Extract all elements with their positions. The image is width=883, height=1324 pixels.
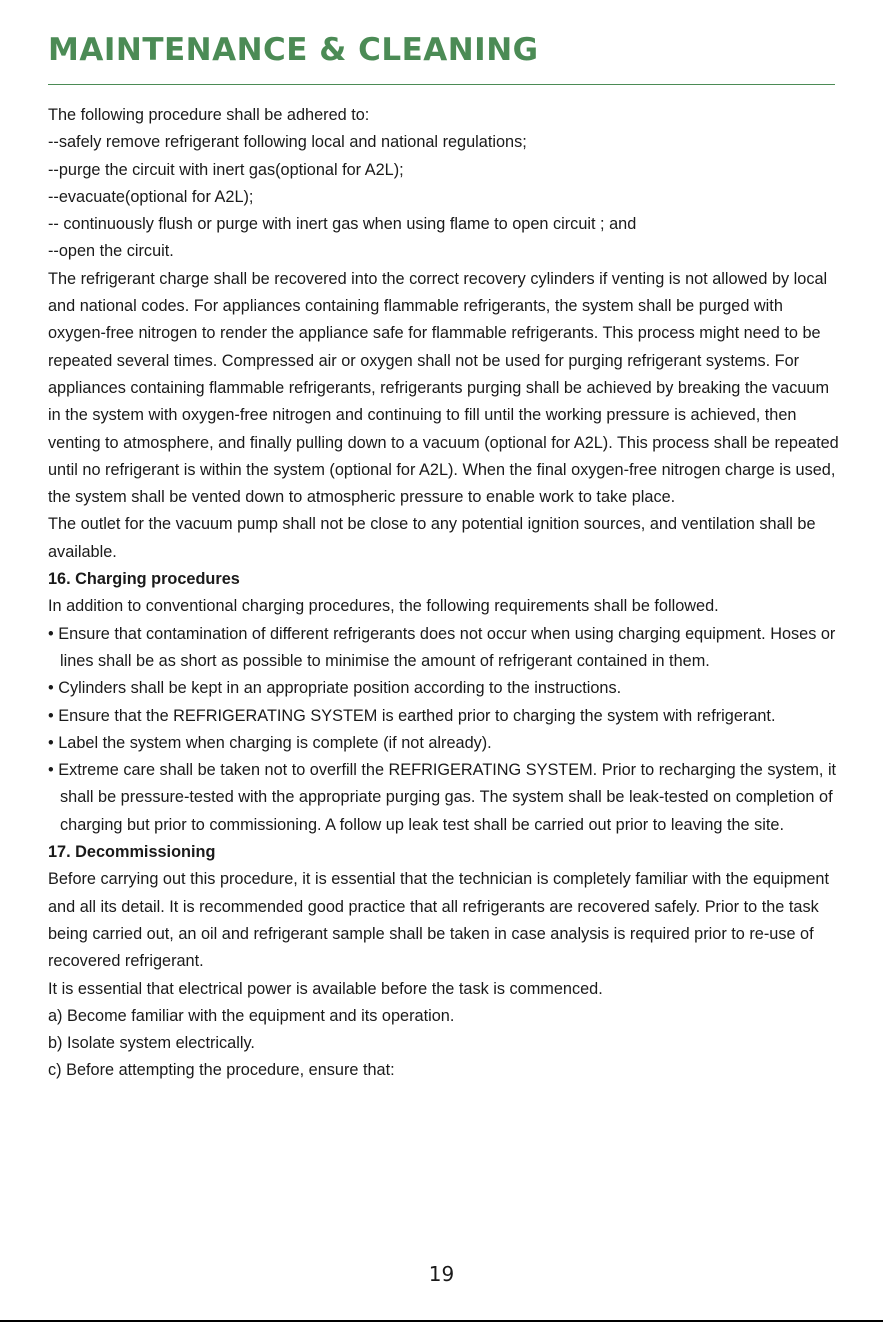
paragraph: -- continuously flush or purge with inert gas when using flame to open circuit ; and (48, 215, 637, 234)
title-divider (48, 84, 835, 85)
bullet-item: • Ensure that contamination of different refrigerants does not occur when using charging equipment. Hoses or lines shall be as short as possible to minimise the amount of refrigerant contained in them. (48, 624, 836, 670)
bullet-item: • Ensure that the REFRIGERATING SYSTEM is earthed prior to charging the system with refrigerant. (48, 706, 776, 725)
paragraph: Before carrying out this procedure, it is essential that the technician is completely familiar with the equipment and all its detail. It is recommended good practice that all refrigerants are recovered safely. Prior to the task being carried out, an oil and refrigerant sample shall be taken in case analysis is required prior to re-use of recovered refrigerant. (48, 870, 829, 971)
paragraph: In addition to conventional charging procedures, the following requirements shall be followed. (48, 597, 719, 616)
paragraph: The following procedure shall be adhered to: (48, 106, 370, 124)
section-heading: 17. Decommissioning (48, 843, 216, 862)
paragraph: --purge the circuit with inert gas(optional for A2L); (48, 160, 404, 179)
bullet-item: • Cylinders shall be kept in an appropriate position according to the instructions. (48, 679, 622, 698)
paragraph: b) Isolate system electrically. (48, 1034, 255, 1053)
bullet-item: • Label the system when charging is complete (if not already). (48, 733, 492, 752)
page-number: 19 (428, 1262, 455, 1286)
paragraph: c) Before attempting the procedure, ensure that: (48, 1061, 395, 1080)
document-body (48, 102, 843, 1085)
paragraph: --evacuate(optional for A2L); (48, 187, 254, 206)
bullet-item: • Extreme care shall be taken not to overfill the REFRIGERATING SYSTEM. Prior to recharging the system, it shall be pressure-tested with the appropriate purging gas. The system shall be leak-tested on completion of charging but prior to commissioning. A follow up leak test shall be carried out prior to leaving the site. (48, 761, 837, 834)
paragraph: The outlet for the vacuum pump shall not be close to any potential ignition sources, and ventilation shall be available. (48, 515, 816, 561)
paragraph: a) Become familiar with the equipment and its operation. (48, 1006, 455, 1025)
paragraph: The refrigerant charge shall be recovered into the correct recovery cylinders if venting is not allowed by local and national codes. For appliances containing flammable refrigerants, the system shall be purged with oxygen-free nitrogen to render the appliance safe for flammable refrigerants. This process might need to be repeated several times. Compressed air or oxygen shall not be used for purging refrigerant systems. For appliances containing flammable refrigerants, refrigerants purging shall be achieved by breaking the vacuum in the system with oxygen-free nitrogen and continuing to fill until the working pressure is achieved, then venting to atmosphere, and finally pulling down to a vacuum (optional for A2L). This process shall be repeated until no refrigerant is within the system (optional for A2L). When the final oxygen-free nitrogen charge is used, the system shall be vented down to atmospheric pressure to enable work to take place. (48, 269, 839, 507)
paragraph: --open the circuit. (48, 242, 174, 261)
section-heading: 16. Charging procedures (48, 570, 240, 589)
bottom-border (0, 1320, 883, 1322)
paragraph: It is essential that electrical power is available before the task is commenced. (48, 979, 603, 998)
page-title: MAINTENANCE & CLEANING (48, 32, 539, 68)
paragraph: --safely remove refrigerant following local and national regulations; (48, 133, 527, 152)
